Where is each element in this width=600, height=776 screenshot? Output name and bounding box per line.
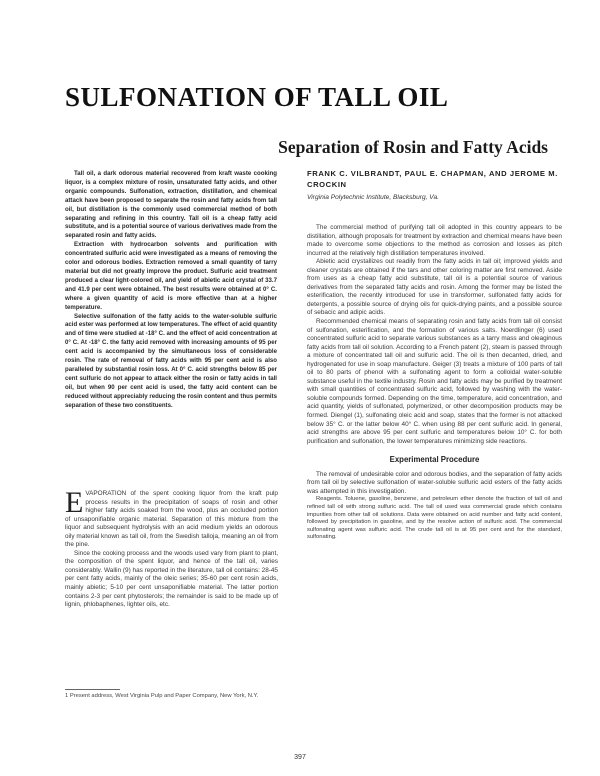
body-paragraph: The commercial method of purifying tall oil adopted in this country appears to be distillation, although proposals for treatment by extraction and chemical means have been made to overcome some objections to the method as corrosion and losses as pitch incurred at the relatively high distillation temperatures involved. (307, 224, 562, 257)
right-column-body (307, 224, 562, 542)
section-heading: Experimental Procedure (389, 455, 480, 465)
left-column-body (65, 486, 278, 610)
footnote: 1 Present address, West Virginia Pulp and Paper Company, New York, N.Y. (65, 693, 259, 699)
abstract (65, 170, 277, 410)
abstract-paragraph: Selective sulfonation of the fatty acids to the water-soluble sulfuric acid ester was performed at low temperatures. The effect of acid quantity and of time were studied at -18° C. and the effect of acid concentration at 0° C. At -18° C. the fatty acid removed with increasing amounts of 95 per cent acid is accompanied by the simultaneous loss of considerable rosin. The rate of removal of fatty acids with 95 per cent acid is also paralleled by substantial rosin loss. At 0° C. acid strengths below 85 per cent sulfuric do not appear to attack either the rosin or fatty acids in tall oil, but when 90 per cent acid is used, the fatty acid content can be reduced without appreciably reducing the rosin content and thus permits separation of these two constituents. (65, 312, 277, 409)
drop-cap: E (65, 486, 84, 519)
body-paragraph: Abietic acid crystallizes out readily from the fatty acids in tall oil; improved yields and cleaner crystals are obtained if the tars and other coloring matter are first removed. Aside from uses as a cheap fatty acid substitute, tall oil is a potential source of various derivatives from the separated fatty acids and rosin. Among the former may be listed the esterification, the recently introduced for use in transformer, sulfonated fatty acids for detergents, a possible source of drying oils for quick-drying paints, and a possible source of sebacic and adipic acids. (307, 258, 562, 317)
author-block (307, 168, 562, 201)
reagents-paragraph: Reagents. Toluene, gasoline, benzene, and petroleum ether denote the fraction of tall oil and refined tall oil with strong sulfuric acid. The tall oil used was commercial grade which contains impurities from other tall oil solutions. Data were obtained on acid number and fatty acid content, followed by precipitation in gasoline, and by the resolve action of sulfuric acid. The commercial sulfonating agent was sulfuric acid. The crude tall oil is at 95 per cent and for the standard, sulfonating. (307, 496, 562, 541)
body-paragraph: Since the cooking process and the woods used vary from plant to plant, the composition of the spent liquor, and hence of the tall oil, varies considerably. Wallin (9) has reported in the literature, tall oil contains: 28-45 per cent fatty acids, mainly of the oleic series; 35-60 per cent rosin acids, mainly abietic; 5-10 per cent unsaponifiable material. The latter portion contains 2-3 per cent phytosterols; the remainder is said to be made up of lignin, phlobaphenes, lighter oils, etc. (65, 549, 278, 609)
article-title: SULFONATION OF TALL OIL (65, 82, 449, 112)
body-paragraph: The removal of undesirable color and odorous bodies, and the separation of fatty acids from tall oil by selective sulfonation of water-soluble sulfuric acid esters of the fatty acids was attempted in this investigation. (307, 470, 562, 495)
page-number: 397 (294, 754, 306, 761)
body-paragraph: Recommended chemical means of separating rosin and fatty acids from tall oil consist of sulfonation, esterification, and the formation of various salts. Noerdlinger (6) used concentrated sulfuric acid to separate various substances as a tarry mass and oleaginous fatty acids from tall oil solution. According to a French patent (2), steam is passed through a mixture of concentrated tall oil and sulfuric acid. The oil is then decanted, dried, and hydrogenated for use in soap manufacture. Geiger (3) treats a mixture of 100 parts of tall oil to 80 parts of phenol with a sulfonating agent to form a colloidal water-soluble substance useful in the textile industry. Rosin and fatty acids may be purified by treatment with small quantities of concentrated sulfuric acid, followed by washing with the water-soluble compounds formed. Depending on the time, temperature, acid concentration, and acid quantity, yields of sulfonated, polymerized, or other decomposition products may be formed. Diengel (1), sulfonating oleic acid and soap, states that the former is not attacked below 35° C. or the latter below 40° C. when using 88 per cent sulfuric acid. In general, acid strengths are above 95 per cent sulfuric and temperatures below 10° C. for both purification and sulfonation, the lower temperatures minimizing side reactions. (307, 318, 562, 445)
abstract-paragraph: Tall oil, a dark odorous material recovered from kraft waste cooking liquor, is a complex mixture of rosin, unsaturated fatty acids, and other organic compounds. Sulfonation, extraction, distillation, and chemical attack have been proposed to separate the rosin and fatty acids from tall oil, but distillation is the commonly used commercial method of both separating and refining in this country. Tall oil is a cheap fatty acid substitute, and is a potential source of various derivatives made from the separated rosin and fatty acids. (65, 170, 277, 240)
opening-paragraph (65, 486, 278, 550)
footnote-rule (65, 689, 120, 690)
author-names: FRANK C. VILBRANDT, PAUL E. CHAPMAN, AND JEROME M. CROCKIN (307, 169, 558, 189)
opening-paragraph-text: VAPORATION of the spent cooking liquor from the kraft pulp process results in the precipitation of soaps of rosin and other higher fatty acids soaked from the wood, plus an occluded portion of unsaponifiable organic material. Separation of this mixture from the liquor and subsequent hydrolysis with an acid medium yields an odorous oily material known as tall oil, from the Swedish talloja, meaning an oil from the pine. (65, 490, 278, 549)
article-subtitle: Separation of Rosin and Fatty Acids (278, 137, 548, 157)
author-affiliation: Virginia Polytechnic Institute, Blacksburg, Va. (307, 194, 439, 201)
abstract-paragraph: Extraction with hydrocarbon solvents and purification with concentrated sulfuric acid were investigated as a means of removing the color and odorous bodies. Extraction removed a small quantity of tarry material but did not greatly improve the product. Sulfuric acid treatment produced a clear light-colored oil, and yield of abietic acid crystal of 33.7 and 41.9 per cent were obtained. The best results were obtained at 0° C. where a given quantity of acid is more effective than at a higher temperature. (65, 241, 277, 311)
